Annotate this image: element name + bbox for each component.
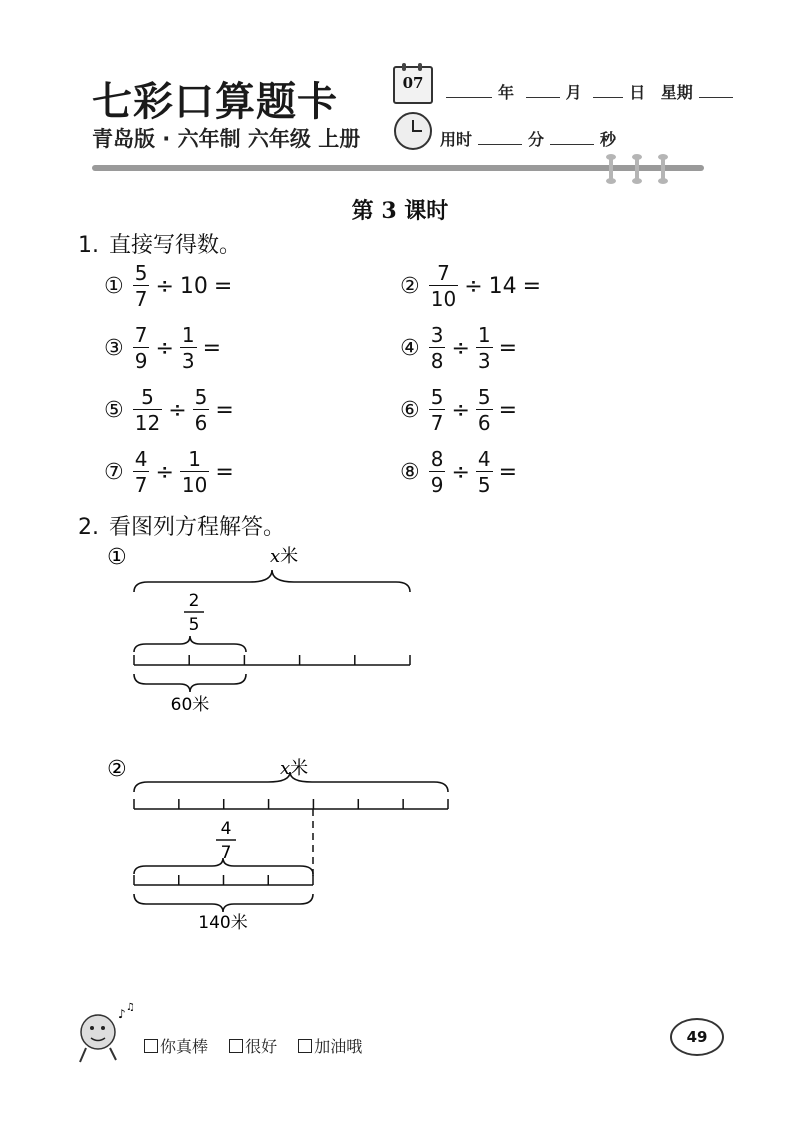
equals-sign: = <box>215 459 234 485</box>
dividend-fraction <box>429 325 446 371</box>
problem-item <box>104 320 294 376</box>
denominator: 9 <box>430 473 444 497</box>
numerator: 5 <box>134 261 148 285</box>
diagram-1-label: ① <box>107 545 127 570</box>
divide-operator: ÷ <box>155 273 174 299</box>
section-1-number: 1. <box>78 233 99 258</box>
numerator: 5 <box>477 385 491 409</box>
diagram-2-frac-den: 7 <box>220 843 232 863</box>
answer-blank[interactable] <box>544 274 614 298</box>
answer-blank[interactable] <box>224 336 294 360</box>
divisor-fraction <box>180 449 209 495</box>
self-rating <box>144 1034 378 1057</box>
dividend-fraction <box>429 387 446 433</box>
numerator: 3 <box>430 323 444 347</box>
denominator: 3 <box>477 349 491 373</box>
binder-peg-icon <box>635 157 639 181</box>
diagram-2-total-brace <box>134 772 448 792</box>
diagram-2-part-brace <box>134 894 313 912</box>
equals-sign: = <box>498 335 518 361</box>
denominator: 3 <box>181 349 195 373</box>
diagram-2-bottom-ticks <box>134 875 313 885</box>
day-blank[interactable] <box>593 83 623 98</box>
problem-item <box>400 382 590 438</box>
section-2-title: 看图列方程解答。 <box>109 515 286 540</box>
time-fields <box>440 127 616 150</box>
denominator: 6 <box>477 411 491 435</box>
rating-good-label: 很好 <box>245 1037 278 1056</box>
divide-operator: ÷ <box>451 397 470 423</box>
denominator: 7 <box>430 411 444 435</box>
diagram-1-part-label: 60米 <box>170 695 210 715</box>
checkbox-icon[interactable] <box>144 1039 158 1053</box>
checkbox-icon[interactable] <box>298 1039 312 1053</box>
calendar-icon <box>393 66 433 104</box>
seconds-blank[interactable] <box>550 130 594 145</box>
svg-text:♪: ♪ <box>118 1007 126 1021</box>
equals-sign: = <box>522 273 542 299</box>
dividend-fraction <box>429 449 446 495</box>
diagram-1-frac-num: 2 <box>188 591 200 611</box>
diagram-2-total-label <box>280 758 308 779</box>
divisor-fraction <box>476 449 493 495</box>
diagram-1-total-var: x <box>270 546 281 567</box>
rating-good[interactable] <box>229 1037 277 1056</box>
denominator: 6 <box>194 411 208 435</box>
answer-blank[interactable] <box>237 398 307 422</box>
diagram-2-part-label: 140米 <box>198 913 248 933</box>
divisor-fraction <box>476 387 493 433</box>
numerator: 5 <box>430 385 444 409</box>
problem-item <box>104 444 307 500</box>
diagram-1 <box>100 540 440 720</box>
problem-item <box>400 444 590 500</box>
problem-label: ⑧ <box>400 459 420 485</box>
answer-blank[interactable] <box>237 460 307 484</box>
numerator: 8 <box>430 447 444 471</box>
divide-operator: ÷ <box>155 459 174 485</box>
diagram-2-total-var: x <box>280 758 291 779</box>
divide-operator: ÷ <box>464 273 483 299</box>
denominator: 10 <box>430 287 457 311</box>
dividend-fraction <box>133 263 150 309</box>
checkbox-icon[interactable] <box>229 1039 243 1053</box>
dividend-fraction <box>133 449 150 495</box>
minutes-label: 分 <box>528 130 545 149</box>
denominator: 12 <box>134 411 161 435</box>
divide-operator: ÷ <box>451 459 470 485</box>
denominator: 9 <box>134 349 148 373</box>
divisor-fraction <box>476 325 493 371</box>
problem-label: ② <box>400 273 420 299</box>
section-1-heading <box>78 228 241 259</box>
equals-sign: = <box>213 273 233 299</box>
denominator: 5 <box>477 473 491 497</box>
lesson-title: 第 3 课时 <box>351 198 449 224</box>
problem-item <box>400 258 614 314</box>
weekday-blank[interactable] <box>699 83 733 98</box>
clock-icon <box>394 112 432 150</box>
date-fields <box>440 80 739 103</box>
equals-sign: = <box>498 459 518 485</box>
denominator: 8 <box>430 349 444 373</box>
divide-operator: ÷ <box>451 335 470 361</box>
numerator: 5 <box>141 385 154 409</box>
time-used-label: 用时 <box>440 130 473 149</box>
problem-item <box>400 320 590 376</box>
diagram-1-total-unit: 米 <box>280 546 299 567</box>
problem-label: ④ <box>400 335 420 361</box>
diagram-1-frac-den: 5 <box>188 615 200 635</box>
equals-sign: = <box>215 397 234 423</box>
diagram-2-label: ② <box>107 757 127 782</box>
diagram-2-fraction-brace <box>134 858 313 874</box>
numerator: 4 <box>477 447 491 471</box>
problem-label: ⑤ <box>104 397 124 423</box>
answer-blank[interactable] <box>235 274 305 298</box>
problem-label: ① <box>104 273 124 299</box>
diagram-2-total-unit: 米 <box>290 758 309 779</box>
dividend-fraction <box>133 387 162 433</box>
rating-great-label: 你真棒 <box>160 1037 209 1056</box>
problem-item <box>104 382 307 438</box>
seconds-label: 秒 <box>600 130 617 149</box>
diagram-1-fraction-brace <box>134 636 246 652</box>
diagram-1-total-label <box>270 546 298 567</box>
mascot-icon <box>72 1002 136 1066</box>
diagram-2-frac-num: 4 <box>220 819 232 839</box>
denominator: 10 <box>181 473 208 497</box>
diagram-1-ticks <box>134 655 410 665</box>
answer-blank[interactable] <box>520 398 590 422</box>
divisor: 10 <box>179 273 208 299</box>
section-1-title: 直接写得数。 <box>109 233 242 258</box>
divisor-fraction <box>193 387 210 433</box>
diagram-1-part-brace <box>134 674 246 692</box>
numerator: 5 <box>194 385 208 409</box>
dividend-fraction <box>429 263 458 309</box>
edition-subtitle: 青岛版 · 六年制 六年级 上册 <box>92 127 361 151</box>
section-2-heading <box>78 510 285 541</box>
brand-title: 七彩口算题卡 <box>92 78 338 125</box>
year-blank[interactable] <box>446 83 492 98</box>
day-label: 日 <box>629 83 646 102</box>
diagram-2-top-ticks <box>134 799 448 809</box>
numerator: 1 <box>477 323 491 347</box>
equals-sign: = <box>202 335 222 361</box>
rating-keep-going-label: 加油哦 <box>314 1037 363 1056</box>
problem-item <box>104 258 305 314</box>
problem-label: ③ <box>104 335 124 361</box>
answer-blank[interactable] <box>520 336 590 360</box>
brand-logo <box>92 70 338 127</box>
divisor-fraction <box>180 325 197 371</box>
numerator: 7 <box>134 323 148 347</box>
calendar-day: 07 <box>402 74 424 92</box>
denominator: 7 <box>134 287 148 311</box>
problem-label: ⑦ <box>104 459 124 485</box>
problem-label: ⑥ <box>400 397 420 423</box>
minutes-blank[interactable] <box>478 130 522 145</box>
rating-great[interactable] <box>144 1037 208 1056</box>
month-label: 月 <box>565 83 582 102</box>
diagram-2 <box>100 752 460 942</box>
numerator: 1 <box>188 447 201 471</box>
svg-text:♫: ♫ <box>126 1002 135 1013</box>
section-2-number: 2. <box>78 515 99 540</box>
numerator: 7 <box>437 261 450 285</box>
weekday-label: 星期 <box>660 83 693 102</box>
numerator: 4 <box>134 447 148 471</box>
rating-keep-going[interactable] <box>298 1037 362 1056</box>
equals-sign: = <box>498 397 518 423</box>
year-label: 年 <box>498 83 515 102</box>
answer-blank[interactable] <box>520 460 590 484</box>
diagram-1-total-brace <box>134 570 410 592</box>
numerator: 1 <box>181 323 195 347</box>
binder-peg-icon <box>609 157 613 181</box>
divide-operator: ÷ <box>168 397 187 423</box>
dividend-fraction <box>133 325 150 371</box>
month-blank[interactable] <box>526 83 560 98</box>
divide-operator: ÷ <box>155 335 174 361</box>
divisor: 14 <box>488 273 517 299</box>
denominator: 7 <box>134 473 148 497</box>
binder-peg-icon <box>661 157 665 181</box>
page-number: 49 <box>670 1018 724 1056</box>
